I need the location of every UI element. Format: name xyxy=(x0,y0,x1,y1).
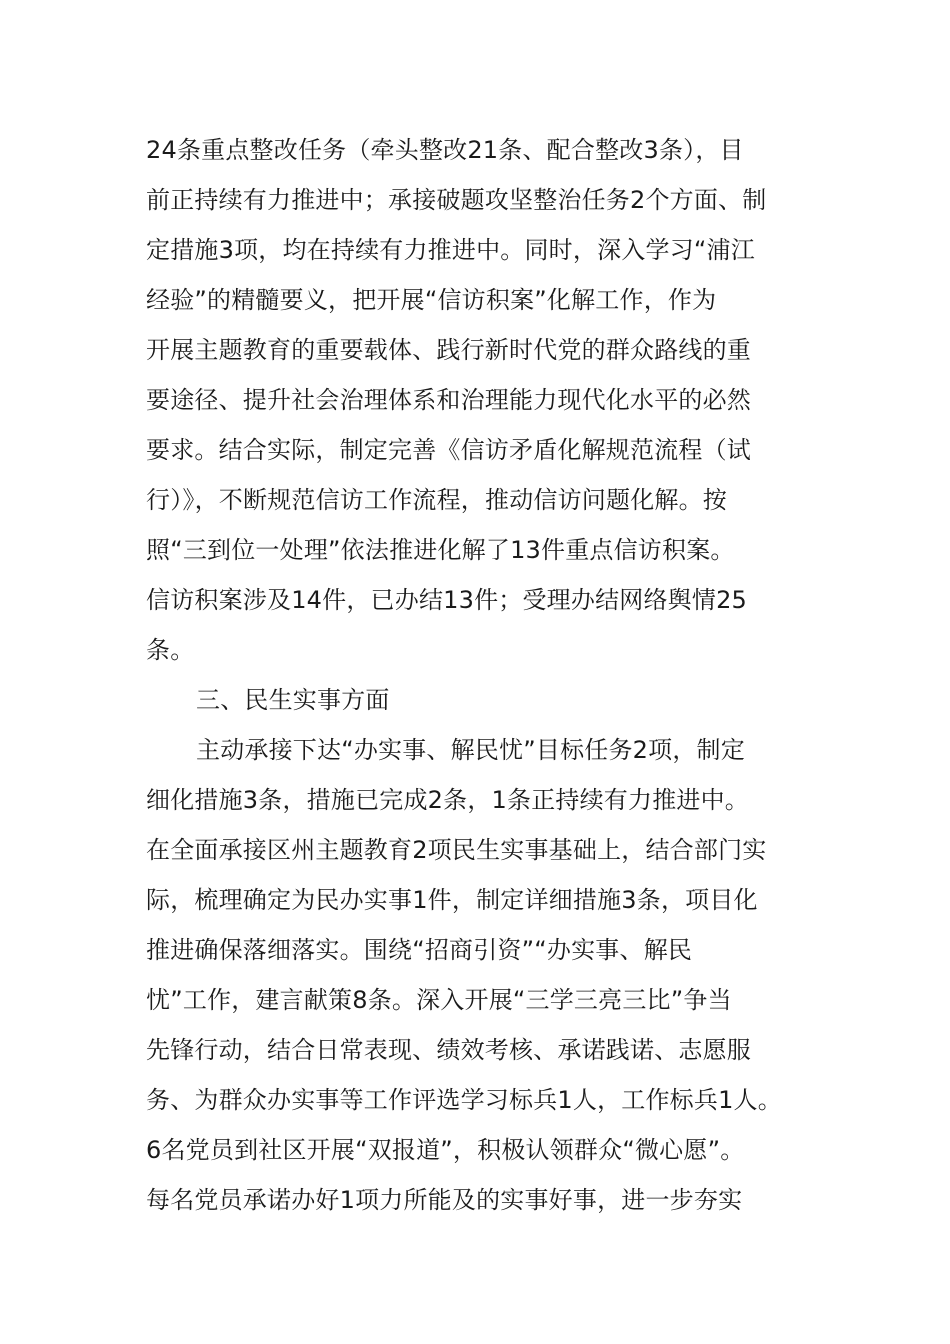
text-line: 定措施3项，均在持续有力推进中。同时，深入学习“浦江 xyxy=(146,236,755,264)
section-heading: 三、民生实事方面 xyxy=(196,686,390,714)
text-line: 际，梳理确定为民办实事1件，制定详细措施3条，项目化 xyxy=(146,886,758,914)
text-line: 每名党员承诺办好1项力所能及的实事好事，进一步夯实 xyxy=(146,1186,743,1214)
text-line: 信访积案涉及14件，已办结13件；受理办结网络舆情25 xyxy=(146,586,748,614)
text-line: 在全面承接区州主题教育2项民生实事基础上，结合部门实 xyxy=(146,836,767,864)
text-line: 24条重点整改任务（牵头整改21条、配合整改3条），目 xyxy=(146,136,744,164)
text-line: 务、为群众办实事等工作评选学习标兵1人，工作标兵1人。 xyxy=(146,1086,782,1114)
text-line: 主动承接下达“办实事、解民忧”目标任务2项，制定 xyxy=(196,736,745,764)
text-line: 经验”的精髓要义，把开展“信访积案”化解工作，作为 xyxy=(146,286,717,314)
text-line: 要途径、提升社会治理体系和治理能力现代化水平的必然 xyxy=(146,386,751,414)
text-line: 条。 xyxy=(146,636,195,664)
text-line: 忧”工作，建言献策8条。深入开展“三学三亮三比”争当 xyxy=(146,986,732,1014)
text-line: 照“三到位一处理”依法推进化解了13件重点信访积案。 xyxy=(146,536,735,564)
text-line: 开展主题教育的重要载体、践行新时代党的群众路线的重 xyxy=(146,336,751,364)
text-line: 行）》，不断规范信访工作流程，推动信访问题化解。按 xyxy=(146,486,727,514)
text-line: 6名党员到社区开展“双报道”，积极认领群众“微心愿”。 xyxy=(146,1136,745,1164)
text-line: 先锋行动，结合日常表现、绩效考核、承诺践诺、志愿服 xyxy=(146,1036,751,1064)
text-line: 推进确保落细落实。围绕“招商引资”“办实事、解民 xyxy=(146,936,693,964)
text-line: 细化措施3条，措施已完成2条，1条正持续有力推进中。 xyxy=(146,786,750,814)
text-line: 前正持续有力推进中；承接破题攻坚整治任务2个方面、制 xyxy=(146,186,767,214)
text-line: 要求。结合实际，制定完善《信访矛盾化解规范流程（试 xyxy=(146,436,751,464)
